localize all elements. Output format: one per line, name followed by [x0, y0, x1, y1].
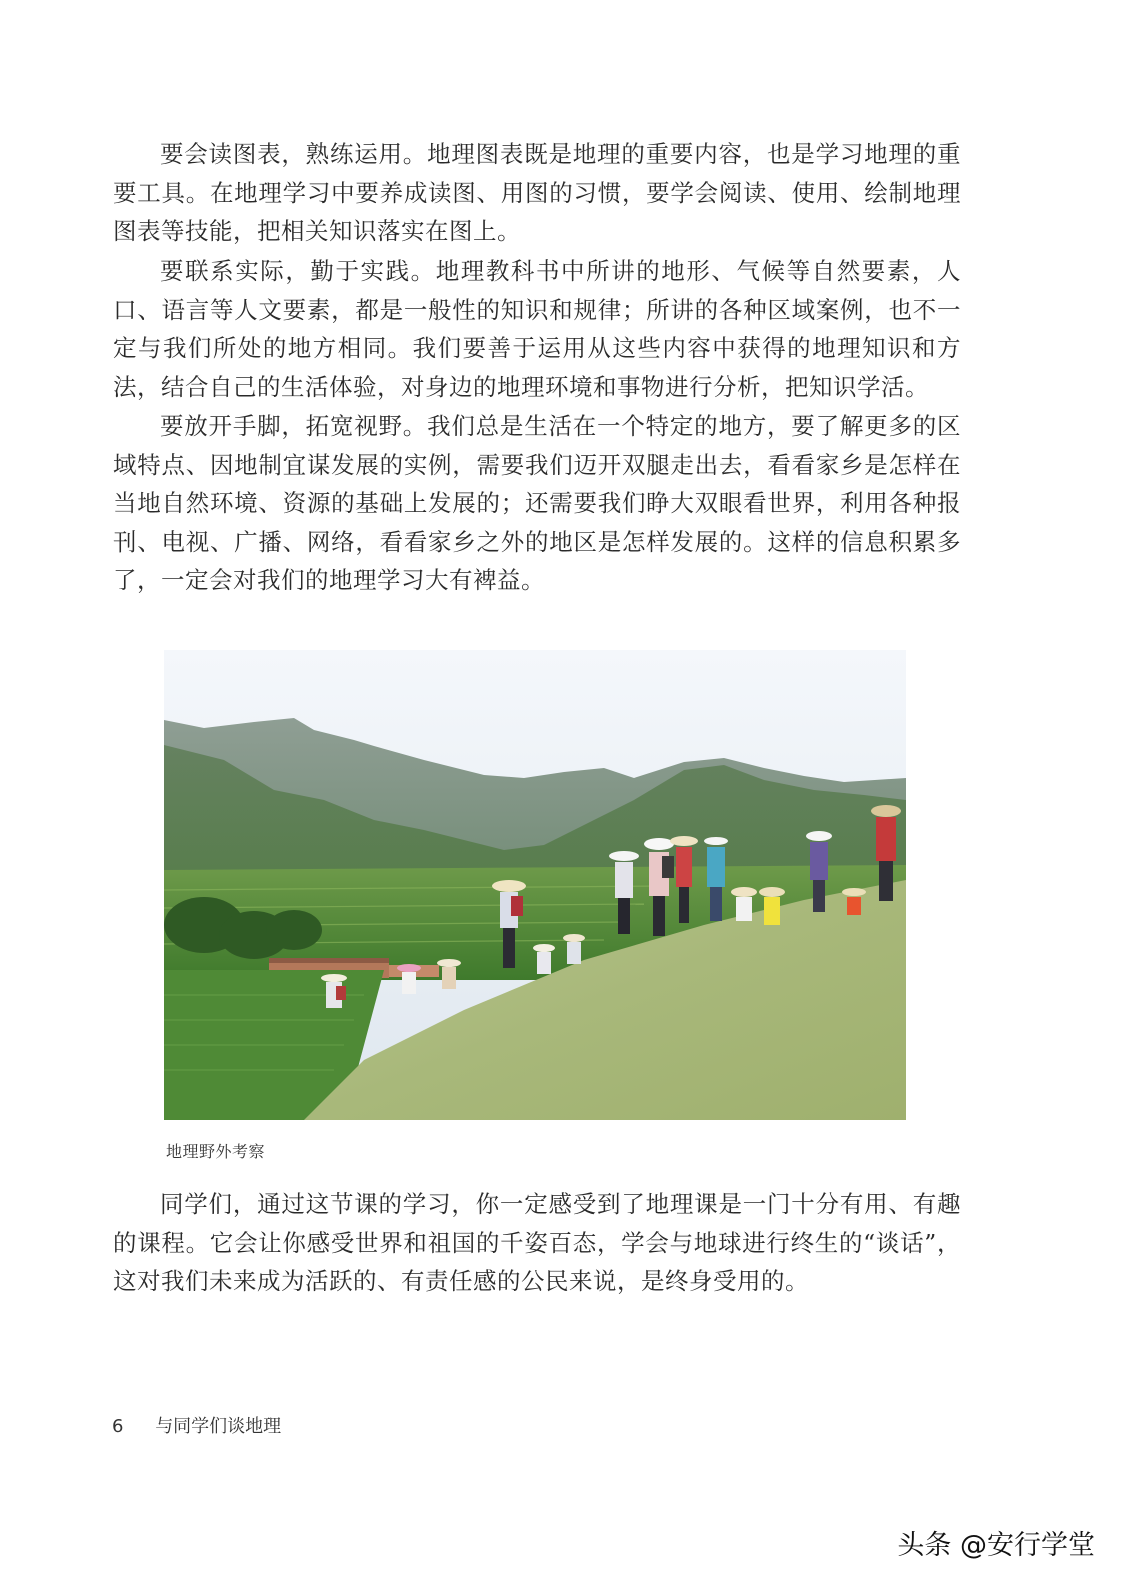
watermark: 头条 @安行学堂	[897, 1530, 1095, 1561]
figure-caption: 地理野外考察	[166, 1142, 266, 1161]
page-number: 6	[112, 1416, 124, 1437]
book-title: 与同学们谈地理	[155, 1416, 282, 1437]
paragraph-broaden-horizons: 要放开手脚，拓宽视野。我们总是生活在一个特定的地方，要了解更多的区域特点、因地制宜谋发展的实例，需要我们迈开双腿走出去，看看家乡是怎样在当地自然环境、资源的基础上发展的；还需要我们睁大双眼看世界，利用各种报刊、电视、广播、网络，看看家乡之外的地区是怎样发展的。这样的信息积累多了，一定会对我们的地理学习大有裨益。	[113, 412, 961, 594]
paragraph-practice: 要联系实际，勤于实践。地理教科书中所讲的地形、气候等自然要素，人口、语言等人文要素，都是一般性的知识和规律；所讲的各种区域案例，也不一定与我们所处的地方相同。我们要善于运用从这些内容中获得的地理知识和方法，结合自己的生活体验，对身边的地理环境和事物进行分析，把知识学活。	[113, 257, 961, 401]
page-footer	[112, 1412, 281, 1438]
paragraph-read-charts: 要会读图表，熟练运用。地理图表既是地理的重要内容，也是学习地理的重要工具。在地理学习中要养成读图、用图的习惯，要学会阅读、使用、绘制地理图表等技能，把相关知识落实在图上。	[113, 140, 961, 245]
field-trip-photo	[164, 650, 906, 1120]
paragraph-conclusion: 同学们，通过这节课的学习，你一定感受到了地理课是一门十分有用、有趣的课程。它会让你感受世界和祖国的千姿百态，学会与地球进行终生的“谈话”，这对我们未来成为活跃的、有责任感的公民来说，是终身受用的。	[113, 1190, 961, 1295]
